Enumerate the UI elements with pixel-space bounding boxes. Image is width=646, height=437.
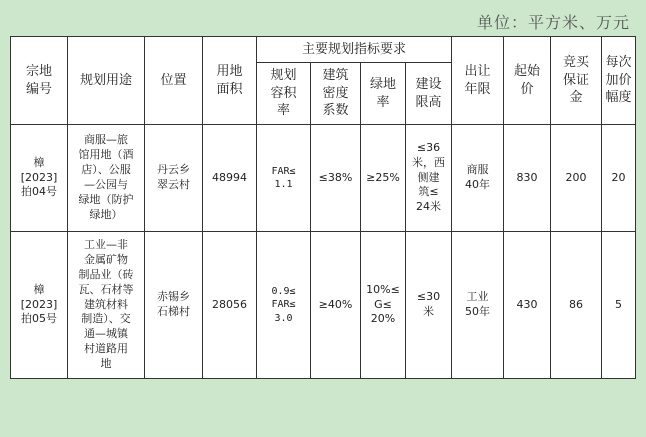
cell-plot-ratio: 0.9≤ FAR≤ 3.0 — [257, 232, 311, 379]
cell-building-density: ≥40% — [311, 232, 361, 379]
cell-start-price: 830 — [504, 125, 551, 232]
header-main-indicators: 主要规划指标要求 — [257, 37, 452, 63]
cell-term: 商服 40年 — [452, 125, 504, 232]
header-increment: 每次 加价 幅度 — [602, 37, 636, 125]
cell-green-ratio: 10%≤ G≤ 20% — [361, 232, 406, 379]
cell-start-price: 430 — [504, 232, 551, 379]
land-transfer-table — [10, 36, 636, 379]
cell-land-area: 48994 — [203, 125, 257, 232]
unit-label: 单位：平方米、万元 — [476, 13, 630, 32]
header-deposit: 竞买 保证 金 — [551, 37, 602, 125]
header-parcel-no: 宗地 编号 — [11, 37, 68, 125]
cell-parcel-no: 樟 [2023] 拍05号 — [11, 232, 68, 379]
cell-increment: 5 — [602, 232, 636, 379]
header-height-limit: 建设 限高 — [406, 63, 452, 125]
cell-planned-use: 商服—旅 馆用地（酒 店）、公服 —公园与 绿地（防护 绿地） — [68, 125, 145, 232]
cell-plot-ratio: FAR≤ 1.1 — [257, 125, 311, 232]
header-location: 位置 — [145, 37, 203, 125]
header-planned-use: 规划用途 — [68, 37, 145, 125]
cell-planned-use: 工业—非 金属矿物 制品业（砖 瓦、石材等 建筑材料 制造）、交 通—城镇 村道路用 地 — [68, 232, 145, 379]
header-plot-ratio: 规划 容积 率 — [257, 63, 311, 125]
cell-deposit: 86 — [551, 232, 602, 379]
header-green-ratio: 绿地 率 — [361, 63, 406, 125]
cell-location: 丹云乡 翠云村 — [145, 125, 203, 232]
cell-term: 工业 50年 — [452, 232, 504, 379]
cell-parcel-no: 樟 [2023] 拍04号 — [11, 125, 68, 232]
header-term: 出让 年限 — [452, 37, 504, 125]
cell-building-density: ≤38% — [311, 125, 361, 232]
header-start-price: 起始 价 — [504, 37, 551, 125]
cell-land-area: 28056 — [203, 232, 257, 379]
cell-height-limit: ≤30 米 — [406, 232, 452, 379]
table-row — [11, 125, 636, 232]
cell-height-limit: ≤36 米，西 侧建 筑≤ 24米 — [406, 125, 452, 232]
cell-deposit: 200 — [551, 125, 602, 232]
header-building-density: 建筑 密度 系数 — [311, 63, 361, 125]
table-row — [11, 232, 636, 379]
cell-increment: 20 — [602, 125, 636, 232]
cell-green-ratio: ≥25% — [361, 125, 406, 232]
header-land-area: 用地 面积 — [203, 37, 257, 125]
cell-location: 赤锡乡 石梯村 — [145, 232, 203, 379]
